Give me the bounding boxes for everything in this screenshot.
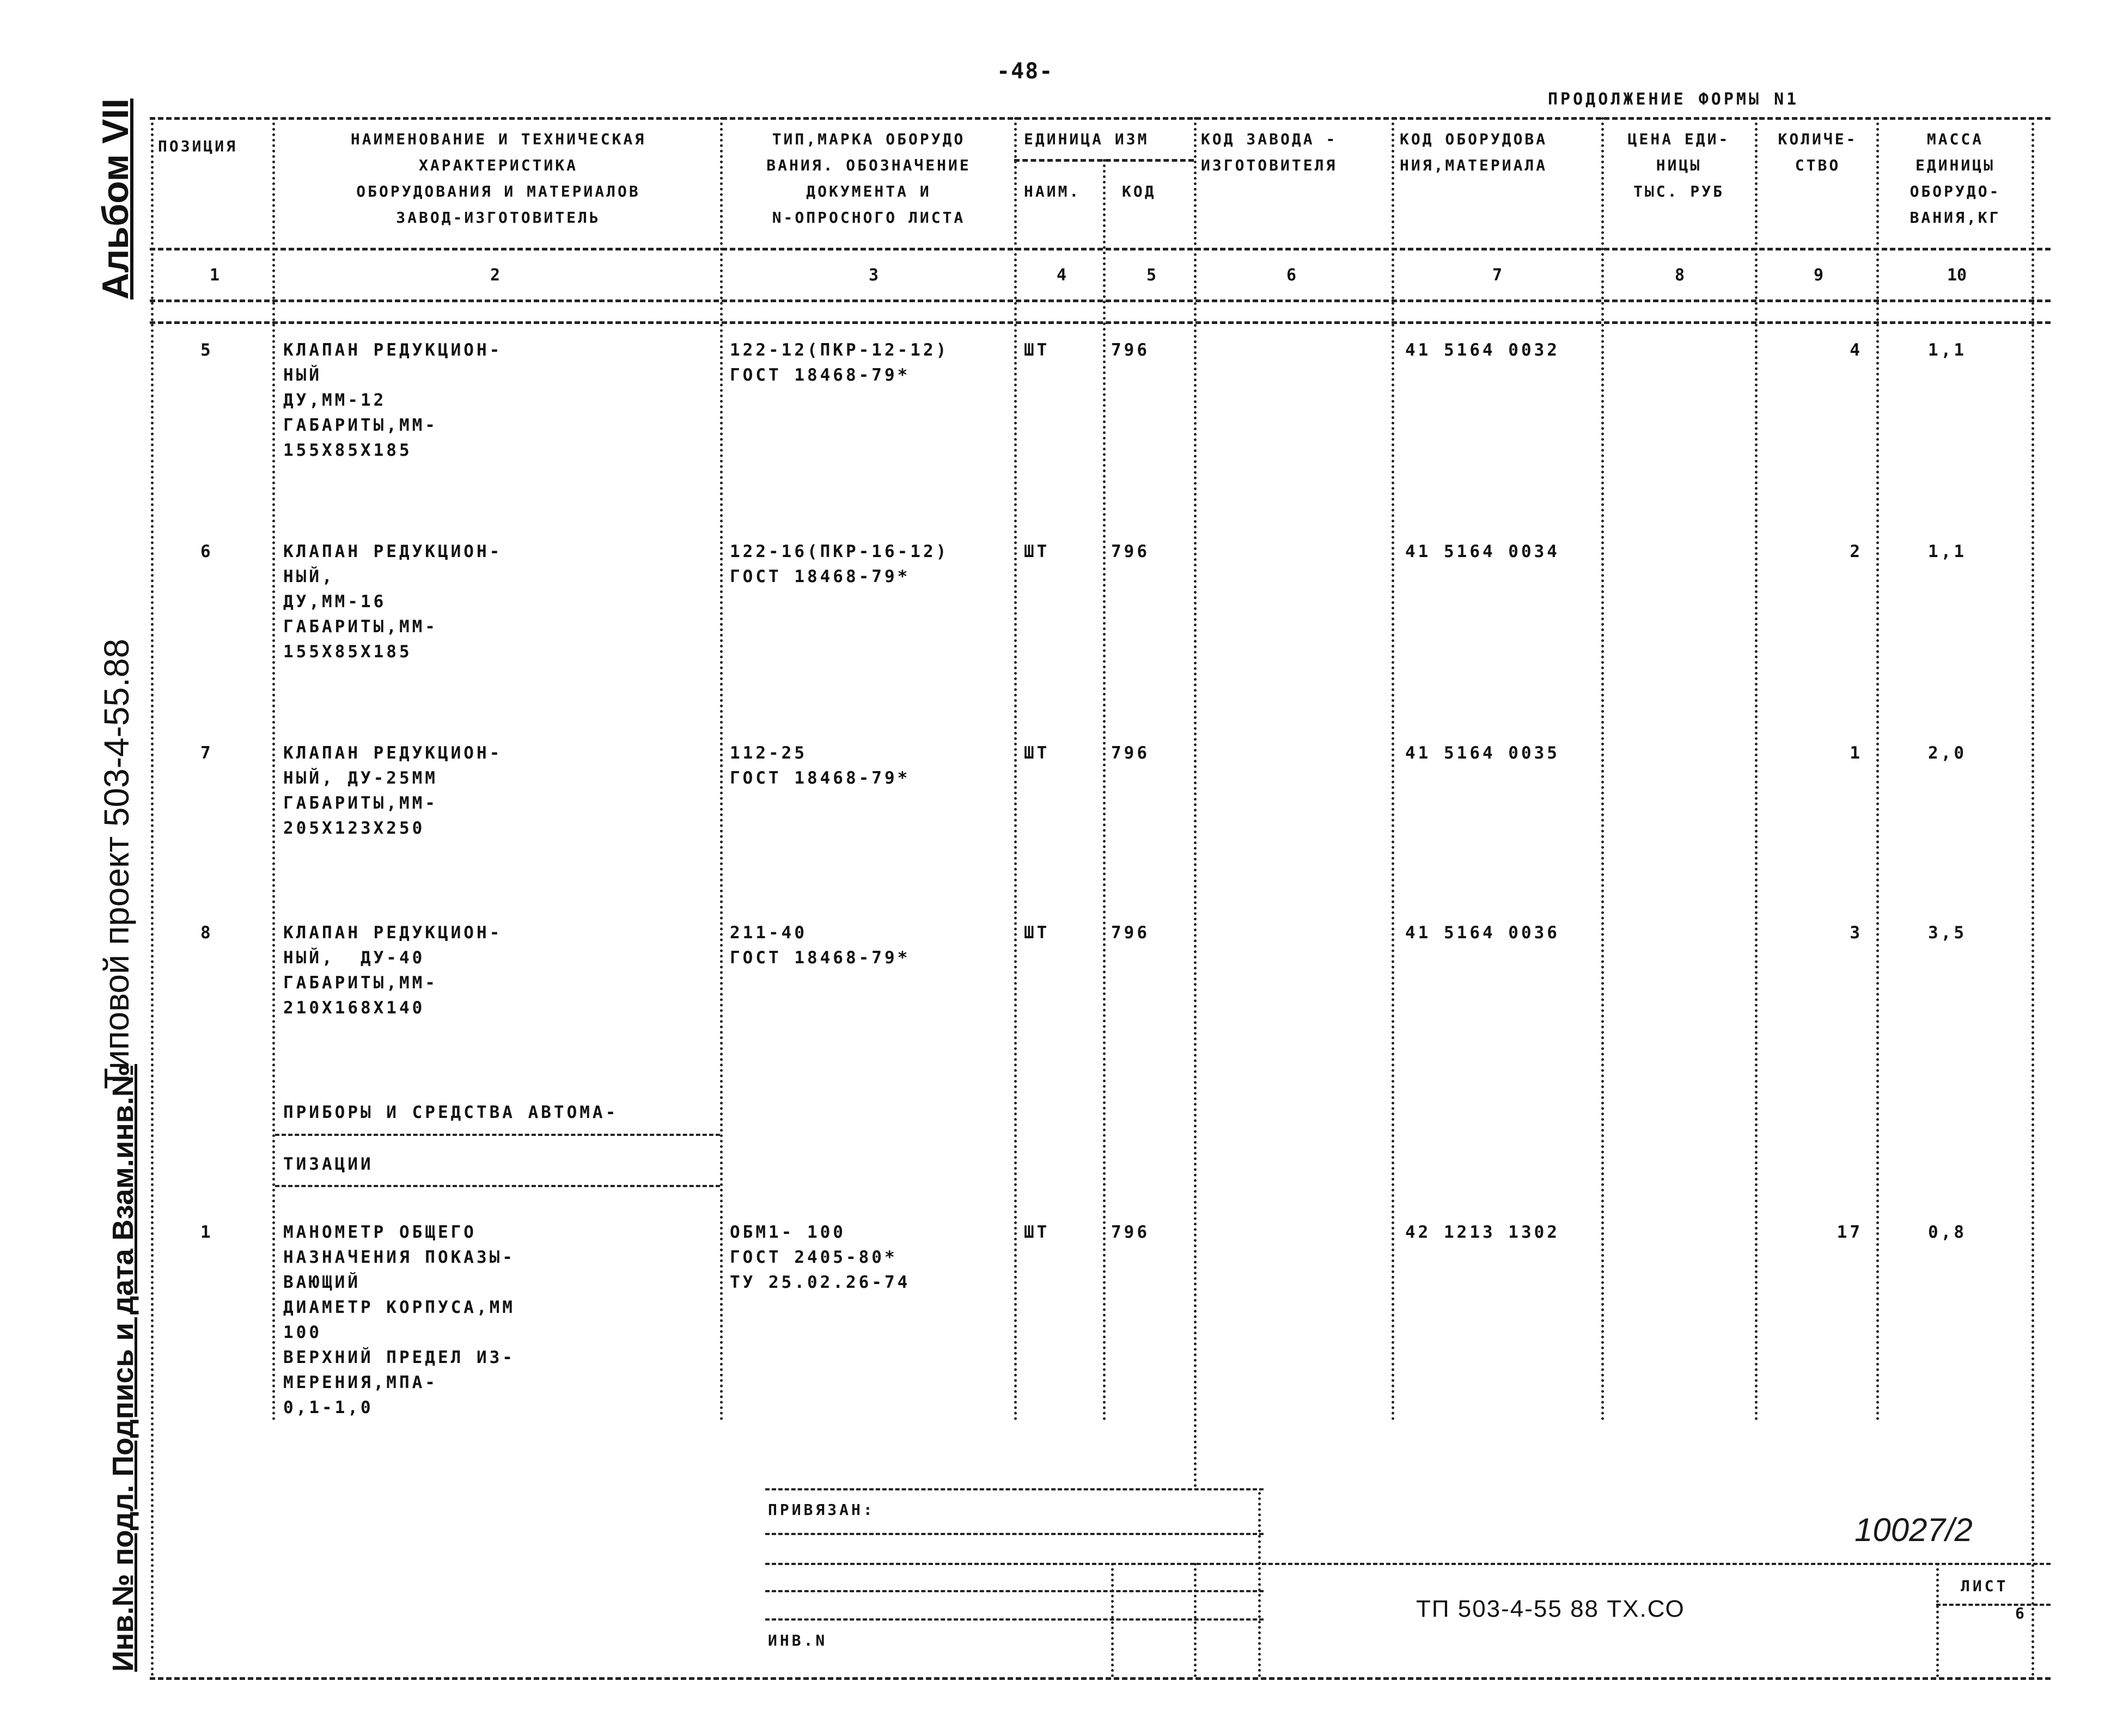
row-mass: 1,1 — [1928, 542, 1967, 561]
row-name: МАНОМЕТР ОБЩЕГО НАЗНАЧЕНИЯ ПОКАЗЫ- ВАЮЩИЙ ДИАМЕТР КОРПУСА,ММ 100 ВЕРХНИЙ ПРЕДЕЛ ИЗ- МЕРЕНИЯ,МПА- 0,1-1,0 — [283, 1222, 515, 1417]
row-type: 211-40 ГОСТ 18468-79* — [730, 923, 911, 968]
row-equipment-code: 41 5164 0034 — [1405, 542, 1560, 561]
row-unit: ШТ — [1024, 542, 1050, 561]
stamp-rule — [765, 1590, 1264, 1592]
row-mass: 2,0 — [1928, 743, 1967, 763]
row-unit-code: 796 — [1111, 340, 1150, 360]
header-unit: ЕДИНИЦА ИЗМ — [1024, 130, 1149, 148]
row-position: 7 — [200, 743, 213, 763]
col-number: 3 — [869, 266, 879, 285]
row-unit-code: 796 — [1111, 743, 1150, 763]
col-border — [272, 117, 275, 1421]
stamp-border — [1258, 1492, 1261, 1677]
row-name: КЛАПАН РЕДУКЦИОН- НЫЙ ДУ,ММ-12 ГАБАРИТЫ,ММ- 155Х85Х185 — [283, 340, 503, 460]
row-mass: 1,1 — [1928, 340, 1967, 360]
colnum-rule — [150, 299, 2051, 302]
col-number: 2 — [490, 266, 501, 285]
col-border — [1392, 117, 1394, 1421]
col-border — [1194, 117, 1197, 1488]
col-border — [1014, 117, 1017, 1421]
document-code: ТП 503-4-55 88 ТХ.СО — [1416, 1596, 1685, 1622]
row-name: КЛАПАН РЕДУКЦИОН- НЫЙ, ДУ-40 ГАБАРИТЫ,ММ- 210Х168Х140 — [283, 923, 503, 1018]
row-quantity: 4 — [1850, 340, 1863, 360]
col-number: 4 — [1057, 266, 1067, 285]
row-unit: ШТ — [1024, 340, 1050, 360]
col-number: 7 — [1492, 266, 1503, 285]
header-unit-name: НАИМ. — [1024, 182, 1081, 200]
row-unit: ШТ — [1024, 923, 1050, 943]
header-mass: МАССА ЕДИНИЦЫ ОБОРУДО- ВАНИЯ,КГ — [1910, 130, 2001, 227]
handwritten-number: 10027/2 — [1854, 1512, 1973, 1548]
row-quantity: 2 — [1850, 542, 1863, 561]
row-unit-code: 796 — [1111, 542, 1150, 561]
stamp-rule — [765, 1618, 1264, 1621]
col-number: 8 — [1675, 266, 1685, 285]
row-equipment-code: 41 5164 0032 — [1405, 340, 1560, 360]
row-equipment-code: 41 5164 0035 — [1405, 743, 1560, 763]
row-unit-code: 796 — [1111, 923, 1150, 943]
row-type: ОБМ1- 100 ГОСТ 2405-80* ТУ 25.02.26-74 — [730, 1222, 911, 1292]
row-position: 8 — [200, 923, 213, 943]
col-border — [720, 117, 723, 1421]
col-number: 9 — [1814, 266, 1824, 285]
col-number: 1 — [210, 266, 220, 285]
col-border — [151, 117, 154, 1677]
album-caption: Альбом VII — [95, 98, 136, 299]
project-caption: Типовой проект 503-4-55.88 — [97, 638, 136, 1089]
col-border — [1601, 117, 1604, 1421]
stamp-rule — [1936, 1604, 2051, 1606]
col-border — [2032, 117, 2034, 1677]
header-price: ЦЕНА ЕДИ- НИЦЫ ТЫС. РУБ — [1627, 130, 1730, 200]
row-position: 5 — [200, 340, 213, 360]
row-unit: ШТ — [1024, 743, 1050, 763]
stamp-rule — [765, 1563, 2051, 1565]
body-top-rule — [150, 321, 2051, 324]
row-quantity: 17 — [1837, 1222, 1863, 1242]
table-top-rule — [150, 117, 2051, 120]
stamp-rule — [765, 1488, 1264, 1490]
section-rule — [275, 1185, 720, 1187]
col-border — [1876, 117, 1879, 1421]
row-equipment-code: 41 5164 0036 — [1405, 923, 1560, 943]
header-position: ПОЗИЦИЯ — [158, 137, 238, 155]
header-factory-code: КОД ЗАВОДА - ИЗГОТОВИТЕЛЯ — [1201, 130, 1338, 174]
row-type: 122-16(ПКР-16-12) ГОСТ 18468-79* — [730, 542, 949, 586]
inventory-caption: Инв.№ подл. Подпись и дата Взам.инв.№ — [107, 1063, 139, 1672]
col-border — [1103, 159, 1106, 1421]
header-rule — [150, 248, 2051, 250]
row-unit-code: 796 — [1111, 1222, 1150, 1242]
row-unit: ШТ — [1024, 1222, 1050, 1242]
row-type: 112-25 ГОСТ 18468-79* — [730, 743, 911, 788]
row-name: КЛАПАН РЕДУКЦИОН- НЫЙ, ДУ-25ММ ГАБАРИТЫ,ММ- 205Х123Х250 — [283, 743, 503, 838]
stamp-privyazan: ПРИВЯЗАН: — [768, 1501, 875, 1519]
row-type: 122-12(ПКР-12-12) ГОСТ 18468-79* — [730, 340, 949, 385]
sheet-number: 6 — [2015, 1604, 2027, 1622]
page-number: -48- — [997, 59, 1054, 84]
col-number: 10 — [1947, 266, 1967, 285]
col-border — [1755, 117, 1758, 1421]
header-unit-code: КОД — [1122, 182, 1156, 200]
section-title-line2: ТИЗАЦИИ — [283, 1154, 374, 1174]
stamp-border — [1194, 1563, 1197, 1677]
stamp-border — [1936, 1563, 1939, 1677]
continuation-label: ПРОДОЛЖЕНИЕ ФОРМЫ N1 — [1548, 90, 1799, 109]
stamp-border — [1111, 1563, 1114, 1677]
section-rule — [275, 1134, 720, 1136]
header-equipment-code: КОД ОБОРУДОВА НИЯ,МАТЕРИАЛА — [1400, 130, 1548, 174]
row-mass: 3,5 — [1928, 923, 1967, 943]
sheet-label: ЛИСТ — [1961, 1577, 2009, 1595]
col-number: 5 — [1146, 266, 1157, 285]
row-quantity: 3 — [1850, 923, 1863, 943]
stamp-inv: ИНВ.N — [768, 1631, 828, 1649]
stamp-rule — [765, 1533, 1264, 1535]
col-number: 6 — [1286, 266, 1297, 285]
row-equipment-code: 42 1213 1302 — [1405, 1222, 1560, 1242]
row-name: КЛАПАН РЕДУКЦИОН- НЫЙ, ДУ,ММ-16 ГАБАРИТЫ,ММ- 155Х85Х185 — [283, 542, 503, 662]
row-quantity: 1 — [1850, 743, 1863, 763]
section-title-line1: ПРИБОРЫ И СРЕДСТВА АВТОМА- — [283, 1103, 619, 1122]
row-position: 1 — [200, 1222, 213, 1242]
header-quantity: КОЛИЧЕ- СТВО — [1778, 130, 1858, 174]
row-position: 6 — [200, 542, 213, 561]
header-name: НАИМЕНОВАНИЕ И ТЕХНИЧЕСКАЯ ХАРАКТЕРИСТИКА ОБОРУДОВАНИЯ И МАТЕРИАЛОВ ЗАВОД-ИЗГОТОВИТЕЛЬ — [350, 130, 646, 227]
table-bottom-rule — [150, 1677, 2051, 1680]
header-type: ТИП,МАРКА ОБОРУДО ВАНИЯ. ОБОЗНАЧЕНИЕ ДОКУМЕНТА И N-ОПРОСНОГО ЛИСТА — [766, 130, 971, 227]
row-mass: 0,8 — [1928, 1222, 1967, 1242]
